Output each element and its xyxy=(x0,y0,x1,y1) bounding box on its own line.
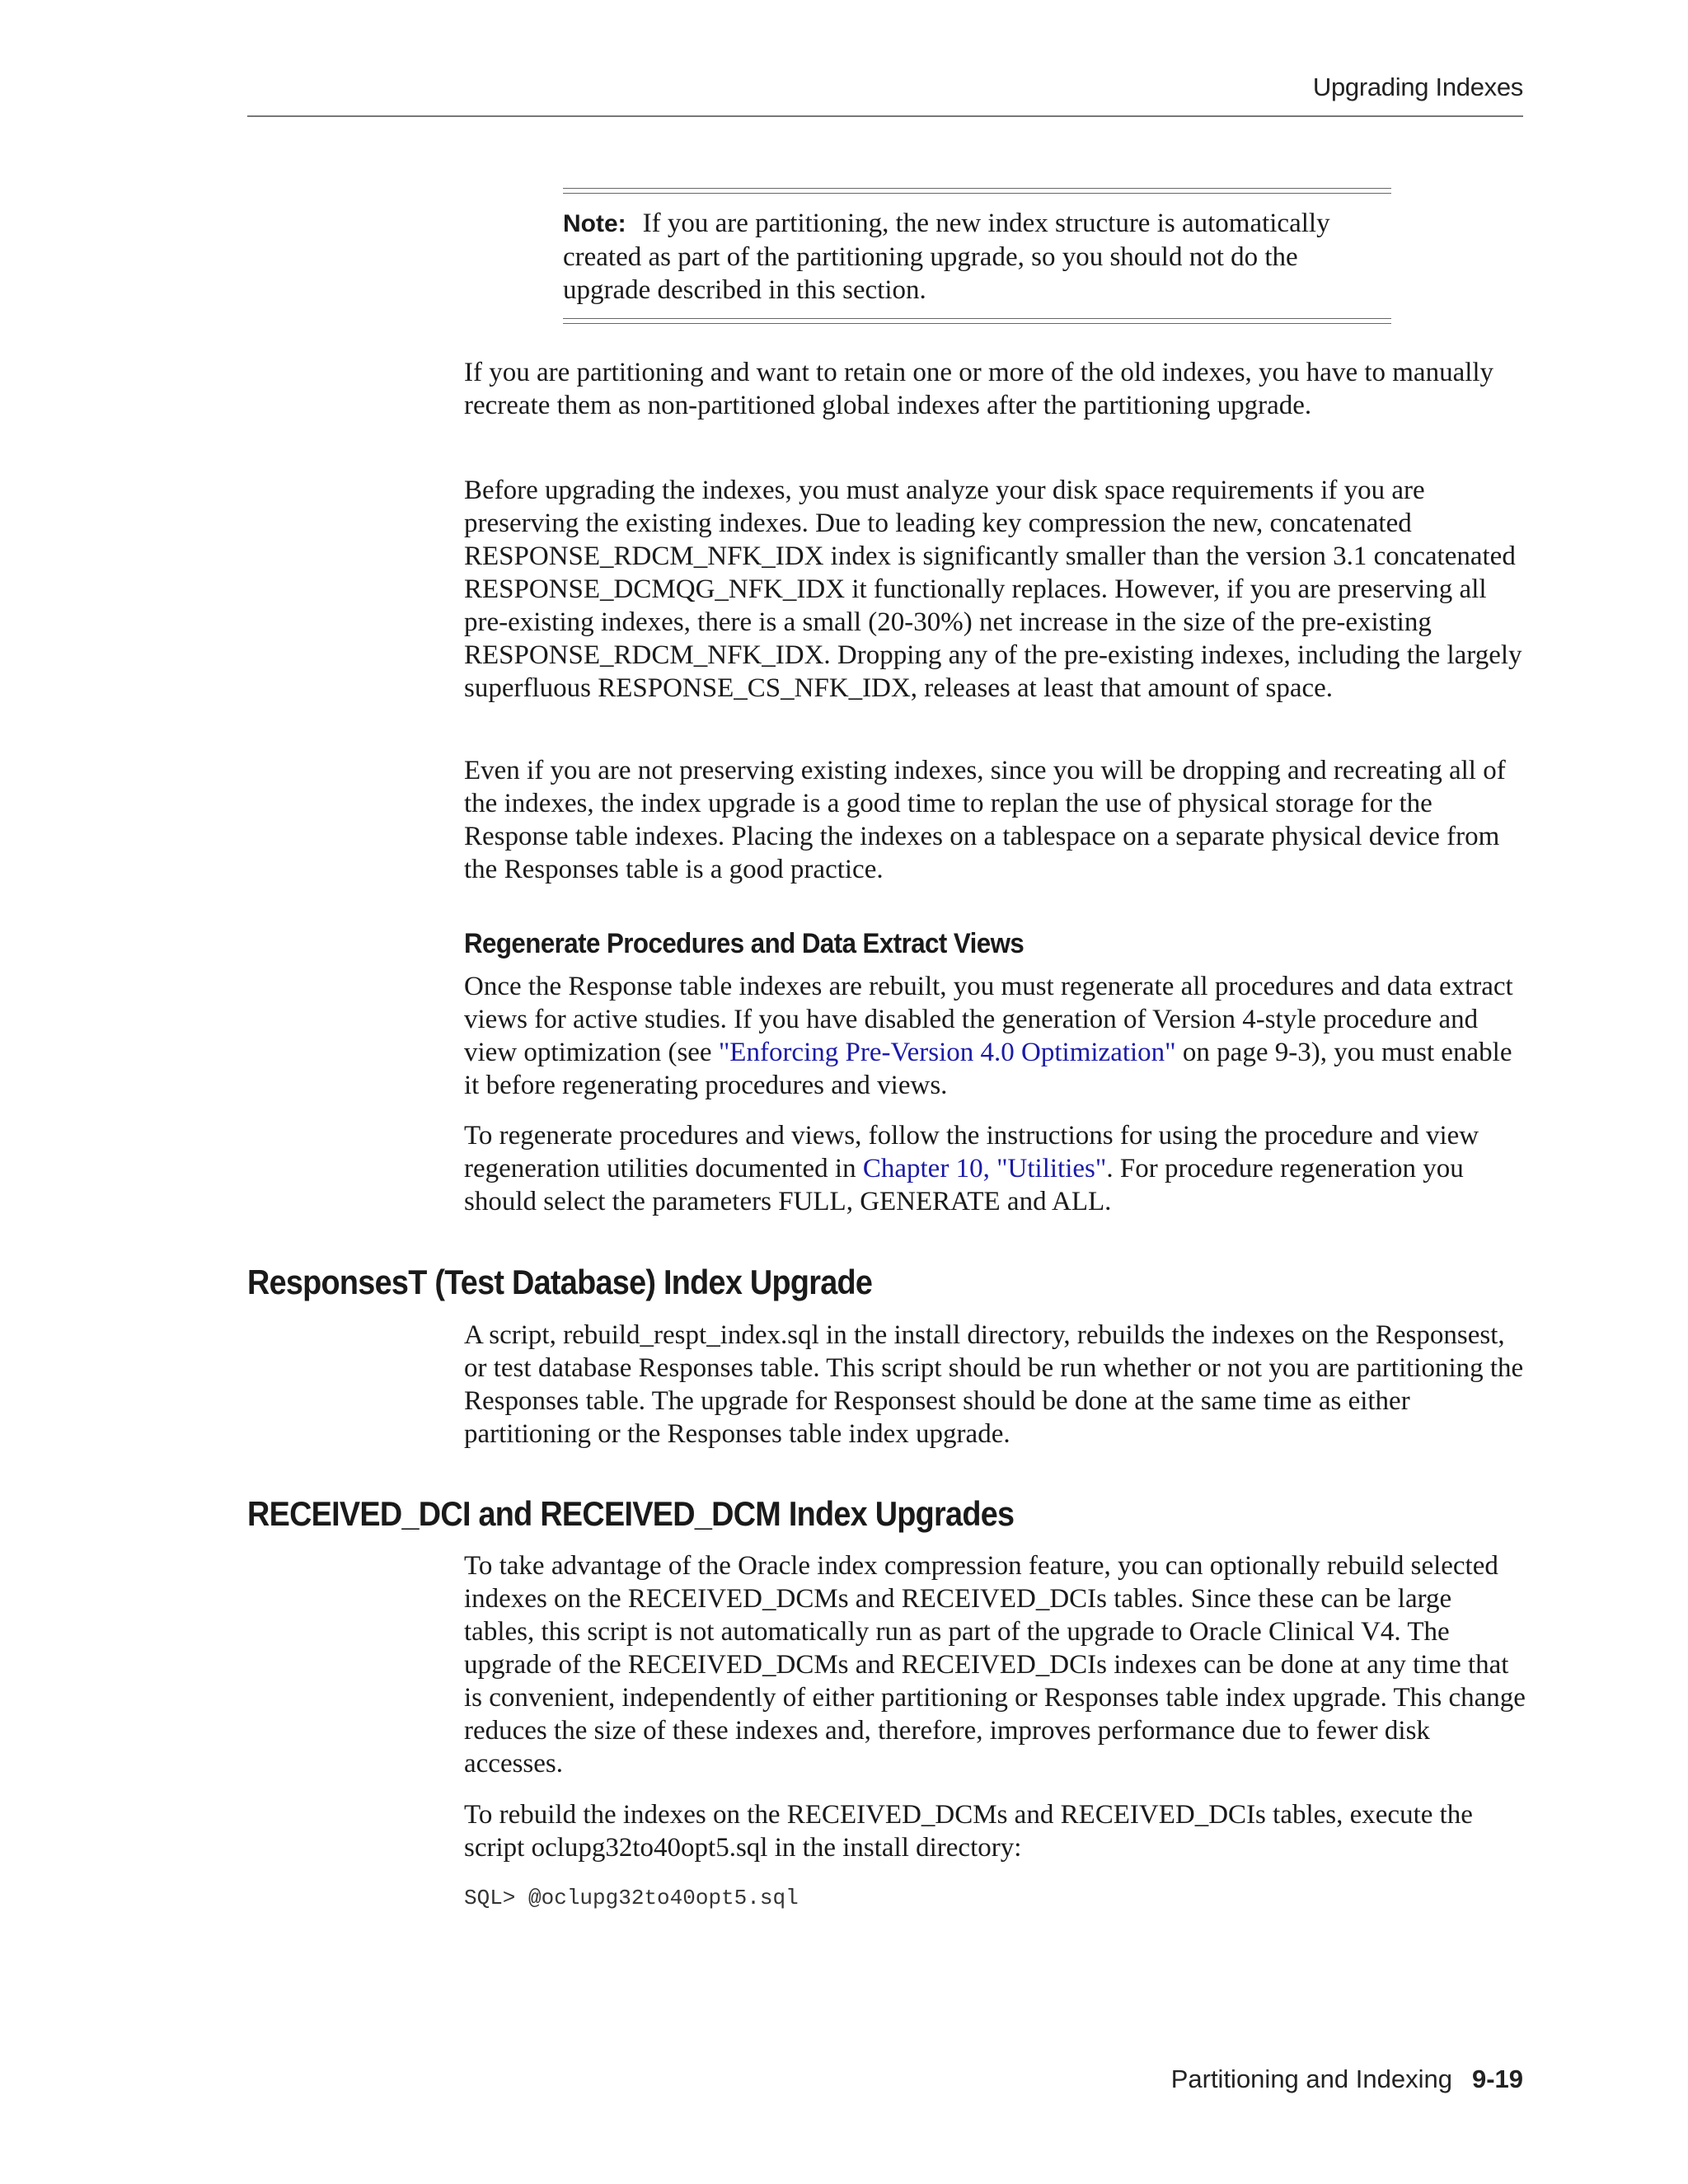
paragraph-disk-space: Before upgrading the indexes, you must analyze your disk space requirements if you are preserving the existing indexes. Due to leading key compression the new, concatenated RESPONSE_RDCM_NFK_IDX index is significantly smaller than the version 3.1 concatenated RESPONSE_DCMQG_NFK_IDX it functionally replaces. However, if you are preserving all pre-existing indexes, there is a small (20-30%) net increase in the size of the pre-existing RESPONSE_RDCM_NFK_IDX. Dropping any of the pre-existing indexes, including the largely superfluous RESPONSE_CS_NFK_IDX, releases at least that amount of space. xyxy=(464,476,1522,703)
paragraph-responsest: A script, rebuild_respt_index.sql in the install directory, rebuilds the indexes on the Responsest, or test database Responses table. This script should be run whether or not you are partitioning the Responses table. The upgrade for Responsest should be done at the same time as either partitioning or the Responses table index upgrade. xyxy=(464,1320,1524,1449)
note-top-rule xyxy=(563,188,1391,189)
paragraph-received-rebuild: To rebuild the indexes on the RECEIVED_DCMs and RECEIVED_DCIs tables, execute the script oclupg32to40opt5.sql in the install directory: xyxy=(464,1800,1473,1863)
note-bottom-rule-2 xyxy=(563,323,1391,324)
regenerate-text-before: Once the Response table indexes are rebuilt, you must regenerate all procedures and data extract views for active studies. If you have disabled the generation of Version 4-style procedure and view optimization (see xyxy=(464,972,1513,1067)
intro-paragraph xyxy=(464,356,1527,422)
received-rebuild-block xyxy=(464,1798,1527,1864)
regenerate-text-after: on page 9-3), you must enable it before regenerating procedures and views. xyxy=(464,1038,1512,1100)
regenerate-instructions-block xyxy=(464,1119,1527,1218)
page-footer xyxy=(247,2064,1523,2094)
page-number: 9-19 xyxy=(1471,2064,1523,2093)
heading-responsest-upgrade: ResponsesT (Test Database) Index Upgrade xyxy=(247,1263,873,1301)
paragraph-partitioning-retain: If you are partitioning and want to retain one or more of the old indexes, you have to manually recreate them as non-partitioned global indexes after the partitioning upgrade. xyxy=(464,358,1494,420)
header-rule xyxy=(247,115,1523,117)
note-text: If you are partitioning, the new index structure is automatically created as part of the partitioning upgrade, so you should not do the upgrade described in this section. xyxy=(563,209,1330,305)
paragraph-received-compression: To take advantage of the Oracle index compression feature, you can optionally rebuild selected indexes on the RECEIVED_DCMs and RECEIVED_DCIs tables. Since these can be large tables, this script is not automatically run as part of the upgrade to Oracle Clinical V4. The upgrade of the RECEIVED_DCMs and RECEIVED_DCIs indexes can be done at any time that is convenient, independently of either partitioning or Responses table index upgrade. This change reduces the size of these indexes and, therefore, improves performance due to fewer disk accesses. xyxy=(464,1551,1526,1779)
paragraph-physical-storage: Even if you are not preserving existing indexes, since you will be dropping and recreating all of the indexes, the index upgrade is a good time to replan the use of physical storage for the Response table indexes. Placing the indexes on a tablespace on a separate physical device from the Responses table is a good practice. xyxy=(464,756,1506,884)
note-box xyxy=(563,188,1391,324)
subheading-regenerate: Regenerate Procedures and Data Extract Views xyxy=(464,928,1025,959)
instructions-text-after: . For procedure regeneration you should select the parameters FULL, GENERATE and ALL. xyxy=(464,1154,1464,1216)
instructions-text-before: To regenerate procedures and views, follow the instructions for using the procedure and view regeneration utilities documented in xyxy=(464,1121,1479,1183)
responsest-paragraph-block xyxy=(464,1319,1527,1451)
link-chapter-utilities[interactable]: Chapter 10, "Utilities" xyxy=(862,1154,1107,1183)
footer-section-title: Partitioning and Indexing xyxy=(1170,2064,1452,2093)
note-bottom-rule xyxy=(563,318,1391,319)
link-enforcing-optimization[interactable]: "Enforcing Pre-Version 4.0 Optimization" xyxy=(718,1038,1176,1067)
storage-paragraph-block xyxy=(464,754,1527,886)
received-paragraph-block xyxy=(464,1549,1527,1780)
paragraph-regenerate xyxy=(464,970,1527,1102)
code-sql-command: SQL> @oclupg32to40opt5.sql xyxy=(464,1886,799,1910)
running-head: Upgrading Indexes xyxy=(1312,73,1523,101)
paragraph-regenerate-instructions xyxy=(464,1119,1527,1218)
note-body xyxy=(563,194,1391,318)
regenerate-paragraph-block xyxy=(464,970,1527,1102)
note-label: Note: xyxy=(563,210,626,237)
disk-space-paragraph-block xyxy=(464,474,1527,705)
heading-received-upgrades: RECEIVED_DCI and RECEIVED_DCM Index Upgrades xyxy=(247,1494,1015,1533)
